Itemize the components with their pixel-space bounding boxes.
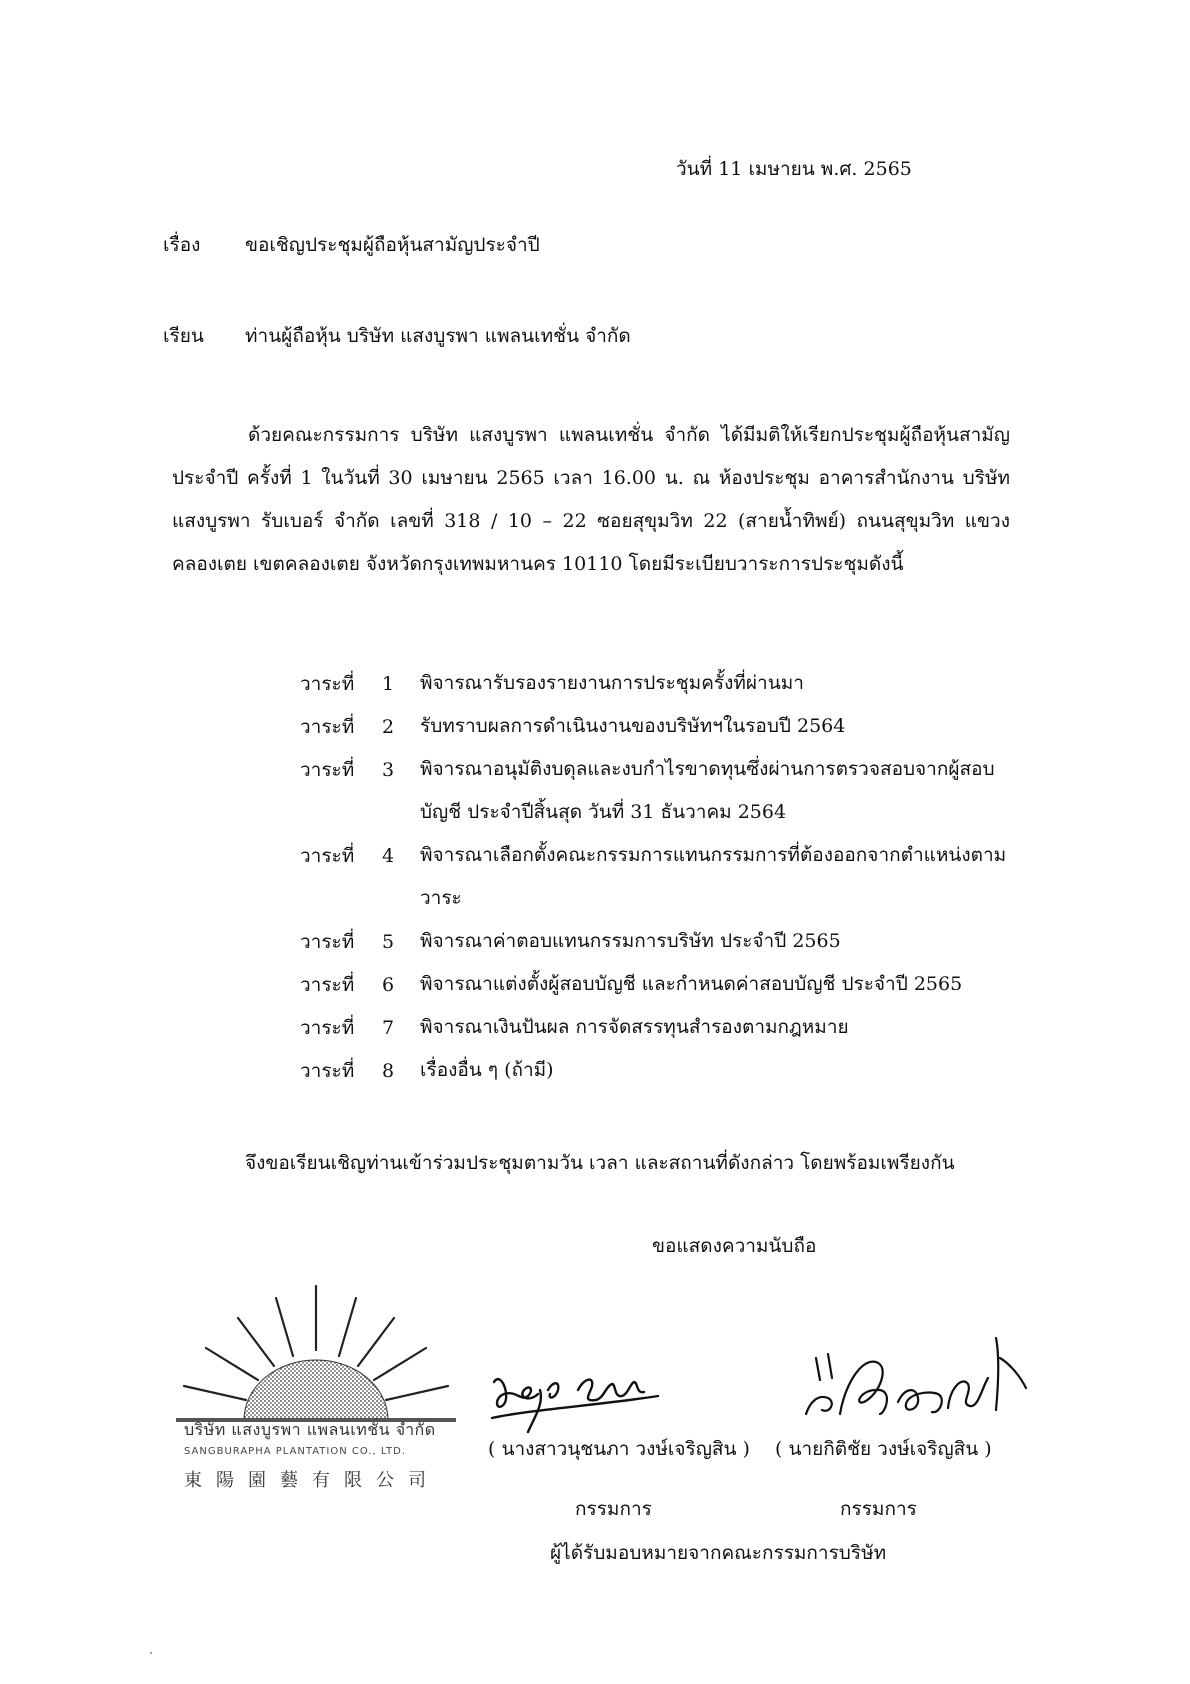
- company-sunrise-logo: [176, 1268, 456, 1498]
- agenda-number: 7: [381, 1017, 395, 1039]
- agenda-text: พิจารณาเลือกตั้งคณะกรรมการแทนกรรมการที่ต้องออกจากตำแหน่งตามวาระ: [420, 844, 1007, 909]
- body-text: ด้วยคณะกรรมการ บริษัท แสงบูรพา แพลนเทชั่น จำกัด ได้มีมติให้เรียกประชุมผู้ถือหุ้นสามัญประจำปี ครั้งที่ 1 ในวันที่ 30 เมษายน 2565 เวลา 16.00 น. ณ ห้องประชุม อาคารสำนักงาน บริษัท แสงบูรพา รับเบอร์ จำกัด เลขที่ 318 / 10 – 22 ซอยสุขุมวิท 22 (สายน้ำทิพย์) ถนนสุขุมวิท แขวงคลองเตย เขตคลองเตย จังหวัดกรุงเทพมหานคร 10110 โดยมีระเบียบวาระการประชุมดังนี้: [172, 424, 1010, 575]
- closing-sentence: จึงขอเรียนเชิญท่านเข้าร่วมประชุมตามวัน เวลา และสถานที่ดังกล่าว โดยพร้อมเพรียงกัน: [245, 1152, 955, 1174]
- agenda-number: 8: [381, 1060, 395, 1082]
- signatory-1-role: กรรมการ: [575, 1498, 652, 1520]
- agenda-text: พิจารณาแต่งตั้งผู้สอบบัญชี และกำหนดค่าสอบบัญชี ประจำปี 2565: [420, 973, 963, 995]
- agenda-number: 3: [381, 759, 395, 781]
- agenda-label: วาระที่: [300, 716, 355, 738]
- agenda-item: [300, 1057, 1020, 1100]
- agenda-label: วาระที่: [300, 1017, 355, 1039]
- agenda-label: วาระที่: [300, 759, 355, 781]
- body-paragraph: [172, 414, 1010, 586]
- authorized-statement: ผู้ได้รับมอบหมายจากคณะกรรมการบริษัท: [550, 1542, 887, 1564]
- agenda-label: วาระที่: [300, 974, 355, 996]
- agenda-label: วาระที่: [300, 931, 355, 953]
- agenda-text: พิจารณารับรองรายงานการประชุมครั้งที่ผ่านมา: [420, 672, 804, 694]
- agenda-list: [300, 670, 1020, 1100]
- regards-text: ขอแสดงความนับถือ: [652, 1235, 817, 1257]
- agenda-item: [300, 842, 1020, 928]
- agenda-number: 5: [381, 931, 395, 953]
- subject-label: เรื่อง: [163, 234, 201, 256]
- logo-company-english: SANGBURAPHA PLANTATION CO., LTD.: [184, 1446, 407, 1457]
- agenda-text: พิจารณาเงินปันผล การจัดสรรทุนสำรองตามกฎหมาย: [420, 1016, 849, 1038]
- agenda-label: วาระที่: [300, 845, 355, 867]
- signatory-1-name: ( นางสาวนุชนภา วงษ์เจริญสิน ): [488, 1438, 750, 1460]
- agenda-label: วาระที่: [300, 673, 355, 695]
- logo-company-thai: บริษัท แสงบูรพา แพลนเทชั่น จำกัด: [184, 1420, 436, 1439]
- logo-company-chinese: 東陽園藝有限公司: [184, 1470, 440, 1491]
- agenda-number: 1: [381, 673, 395, 695]
- signature-nuchnapa: [488, 1360, 668, 1440]
- recipient-label: เรียน: [163, 325, 204, 347]
- agenda-number: 4: [381, 845, 395, 867]
- agenda-text: พิจารณาค่าตอบแทนกรรมการบริษัท ประจำปี 2565: [420, 930, 841, 952]
- letter-date: วันที่ 11 เมษายน พ.ศ. 2565: [676, 158, 912, 180]
- agenda-text: พิจารณาอนุมัติงบดุลและงบกำไรขาดทุนซึ่งผ่านการตรวจสอบจากผู้สอบบัญชี ประจำปีสิ้นสุด วันที่ 31 ธันวาคม 2564: [420, 758, 995, 823]
- agenda-text: รับทราบผลการดำเนินงานของบริษัทฯในรอบปี 2564: [420, 715, 846, 737]
- signatory-2-role: กรรมการ: [840, 1498, 917, 1520]
- agenda-number: 6: [381, 974, 395, 996]
- subject-text: ขอเชิญประชุมผู้ถือหุ้นสามัญประจำปี: [245, 234, 540, 256]
- recipient-text: ท่านผู้ถือหุ้น บริษัท แสงบูรพา แพลนเทชั่น จำกัด: [245, 325, 631, 347]
- agenda-item: [300, 756, 1020, 842]
- agenda-label: วาระที่: [300, 1060, 355, 1082]
- agenda-text: เรื่องอื่น ๆ (ถ้ามี): [420, 1059, 554, 1081]
- signatory-2-name: ( นายกิติชัย วงษ์เจริญสิน ): [775, 1438, 992, 1460]
- agenda-number: 2: [381, 716, 395, 738]
- signature-kitichai: [800, 1318, 1030, 1428]
- scan-speck: [150, 1652, 152, 1654]
